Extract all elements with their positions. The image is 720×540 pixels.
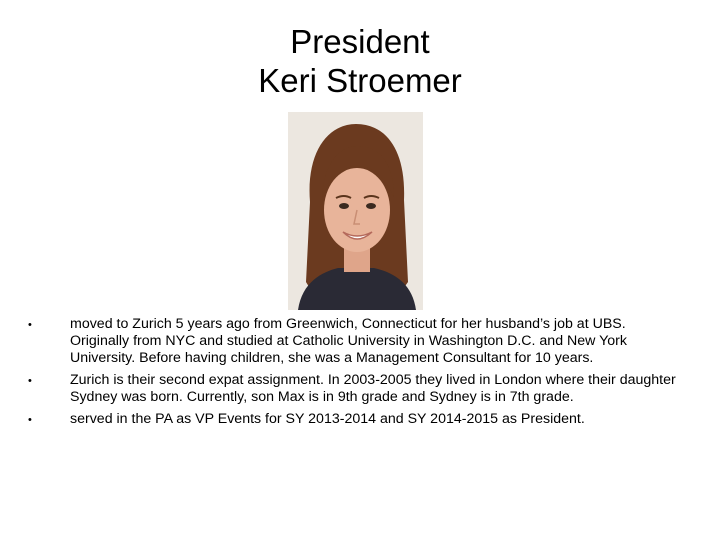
bullet-icon: • bbox=[28, 375, 32, 387]
bio-bullet-item bbox=[28, 316, 688, 367]
slide-title bbox=[0, 22, 720, 100]
portrait-illustration bbox=[288, 112, 423, 310]
bullet-icon: • bbox=[28, 319, 32, 331]
title-line-name: Keri Stroemer bbox=[258, 62, 462, 99]
bio-bullet-list bbox=[28, 316, 688, 433]
bio-bullet-text: moved to Zurich 5 years ago from Greenwich, Connecticut for her husband’s job at UBS. Originally from NYC and studied at Catholic University in Washington D.C. and New York University. Before having children, she was a Management Consultant for 10 years. bbox=[70, 316, 627, 366]
bio-bullet-item bbox=[28, 372, 688, 406]
portrait-photo bbox=[288, 112, 423, 310]
bio-bullet-text: served in the PA as VP Events for SY 2013-2014 and SY 2014-2015 as President. bbox=[70, 411, 585, 427]
bullet-icon: • bbox=[28, 414, 32, 426]
title-line-role: President bbox=[290, 23, 430, 60]
bio-bullet-item bbox=[28, 411, 688, 428]
bio-bullet-text: Zurich is their second expat assignment. In 2003-2005 they lived in London where their daughter Sydney was born. Currently, son Max is in 9th grade and Sydney is in 7th grade. bbox=[70, 372, 676, 405]
